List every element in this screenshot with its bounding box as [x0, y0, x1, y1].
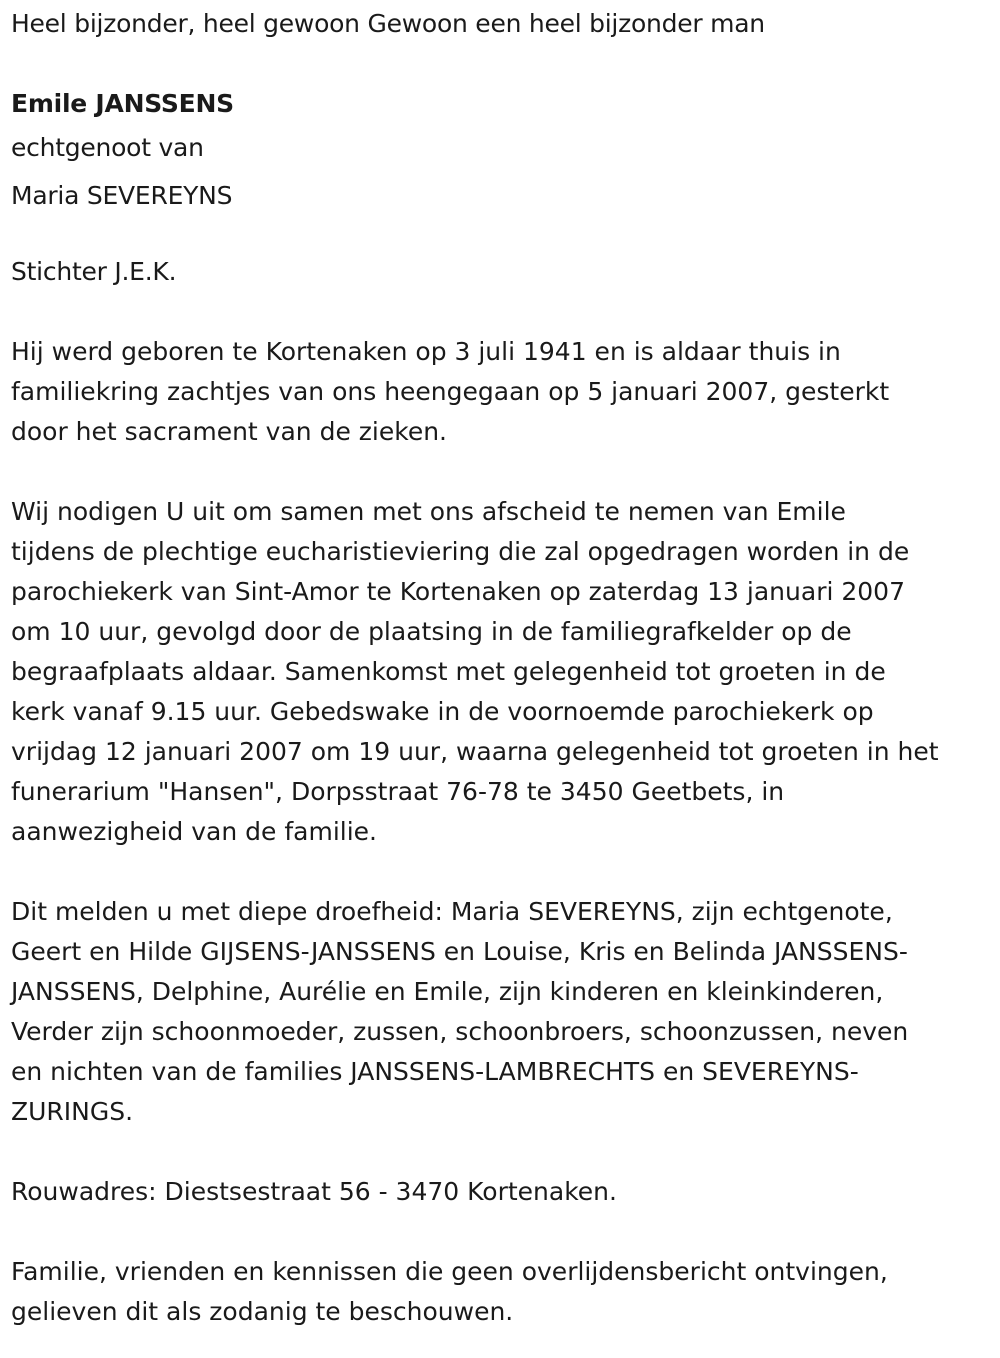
spacer — [11, 1132, 1000, 1172]
text-line: kerk vanaf 9.15 uur. Gebedswake in de voornoemde parochiekerk op — [11, 697, 874, 726]
text-line: funerarium "Hansen", Dorpsstraat 76-78 te 3450 Geetbets, in — [11, 777, 785, 806]
text-line: gelieven dit als zodanig te beschouwen. — [11, 1297, 514, 1326]
text-line: Familie, vrienden en kennissen die geen overlijdensbericht ontvingen, — [11, 1257, 888, 1286]
spacer — [11, 1212, 1000, 1252]
text-line: vrijdag 12 januari 2007 om 19 uur, waarna gelegenheid tot groeten in het — [11, 737, 939, 766]
text-line: tijdens de plechtige eucharistieviering die zal opgedragen worden in de — [11, 537, 910, 566]
text-line: parochiekerk van Sint-Amor te Kortenaken op zaterdag 13 januari 2007 — [11, 577, 905, 606]
spouse-name: Maria SEVEREYNS — [11, 181, 233, 210]
announcement-paragraph — [11, 892, 1000, 1132]
text-line: en nichten van de families JANSSENS-LAMBRECHTS en SEVEREYNS- — [11, 1057, 859, 1086]
spacer — [11, 852, 1000, 892]
text-line: Rouwadres: Diestsestraat 56 - 3470 Kortenaken. — [11, 1177, 617, 1206]
text-line: Hij werd geboren te Kortenaken op 3 juli 1941 en is aldaar thuis in — [11, 337, 841, 366]
text-line: om 10 uur, gevolgd door de plaatsing in de familiegrafkelder op de — [11, 617, 852, 646]
text-line: Verder zijn schoonmoeder, zussen, schoonbroers, schoonzussen, neven — [11, 1017, 909, 1046]
text-line: JANSSENS, Delphine, Aurélie en Emile, zijn kinderen en kleinkinderen, — [11, 977, 884, 1006]
invitation-paragraph — [11, 492, 1000, 852]
text-line: door het sacrament van de zieken. — [11, 417, 447, 446]
text-line: Dit melden u met diepe droefheid: Maria SEVEREYNS, zijn echtgenote, — [11, 897, 893, 926]
text-line: begraafplaats aldaar. Samenkomst met gelegenheid tot groeten in de — [11, 657, 886, 686]
address-paragraph — [11, 1172, 1000, 1212]
closing-paragraph — [11, 1252, 1000, 1332]
text-line: aanwezigheid van de familie. — [11, 817, 377, 846]
text-line: Geert en Hilde GIJSENS-JANSSENS en Louise, Kris en Belinda JANSSENS- — [11, 937, 908, 966]
spacer — [11, 44, 1000, 84]
relation-text: echtgenoot van — [11, 133, 204, 162]
title-text: Stichter J.E.K. — [11, 257, 177, 286]
spacer — [11, 292, 1000, 332]
birth-death-paragraph — [11, 332, 1000, 452]
text-line: Wij nodigen U uit om samen met ons afscheid te nemen van Emile — [11, 497, 846, 526]
deceased-name: Emile JANSSENS — [11, 89, 234, 118]
spacer — [11, 452, 1000, 492]
text-line: familiekring zachtjes van ons heengegaan op 5 januari 2007, gesterkt — [11, 377, 890, 406]
spouse-block — [11, 124, 1000, 220]
text-line: ZURINGS. — [11, 1097, 134, 1126]
motto: Heel bijzonder, heel gewoon Gewoon een heel bijzonder man — [11, 9, 765, 38]
spacer — [11, 220, 1000, 252]
